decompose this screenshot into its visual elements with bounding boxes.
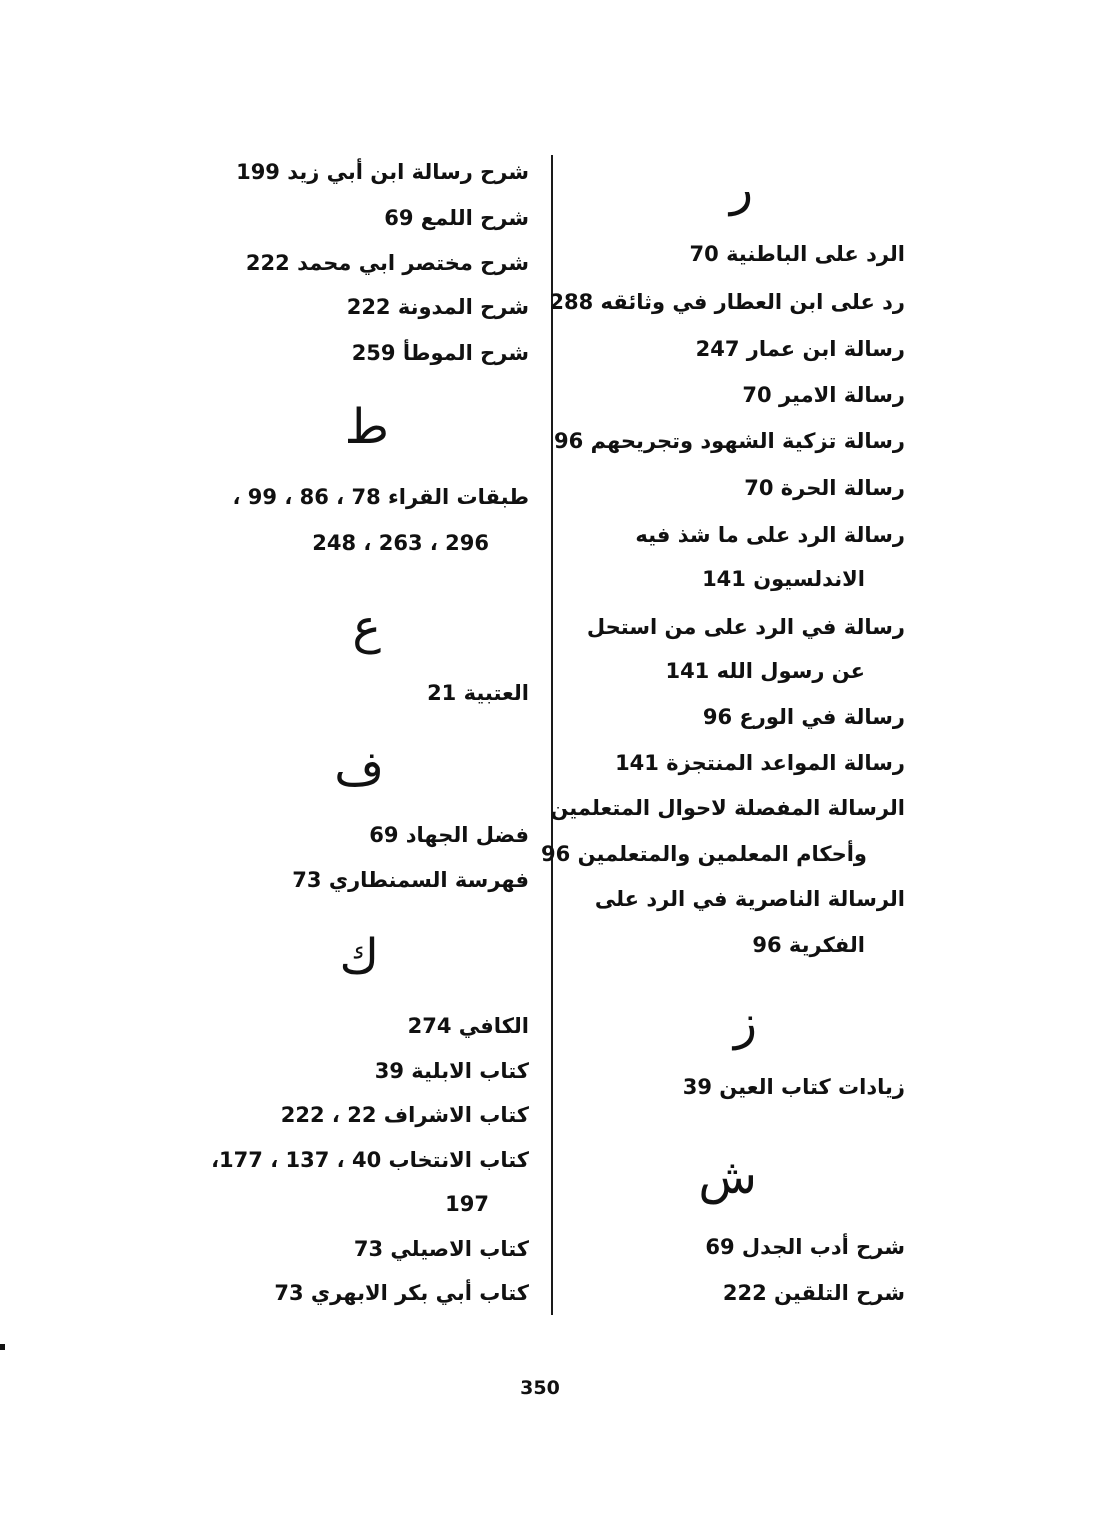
index-entry: رسالة تزكية الشهود وتجريحهم 96 bbox=[554, 429, 905, 453]
index-entry: رسالة الرد على ما شذ فيه bbox=[635, 523, 905, 547]
index-entry: الرسالة المفصلة لاحوال المتعلمين bbox=[550, 796, 905, 820]
index-entry: طبقات القراء 78 ، 86 ، 99 ، bbox=[232, 485, 529, 509]
index-entry: كتاب الاشراف 22 ، 222 bbox=[280, 1103, 529, 1127]
index-entry: العتبية 21 bbox=[427, 681, 529, 705]
page-number: 350 bbox=[520, 1377, 560, 1399]
scan-speck bbox=[0, 1344, 5, 1350]
index-entry: شرح المدونة 222 bbox=[346, 295, 529, 319]
section-letter-ta: ط bbox=[344, 399, 389, 455]
index-entry: كتاب الانتخاب 40 ، 137 ، 177، bbox=[211, 1148, 529, 1172]
index-entry: شرح أدب الجدل 69 bbox=[705, 1235, 905, 1259]
index-entry: رسالة المواعد المنتجزة 141 bbox=[615, 751, 905, 775]
index-entry: رد على ابن العطار في وثائقه 288 bbox=[549, 290, 905, 314]
index-entry: كتاب أبي بكر الابهري 73 bbox=[274, 1281, 529, 1305]
column-divider bbox=[551, 155, 553, 1315]
index-entry: رسالة في الرد على من استحل bbox=[586, 615, 905, 639]
section-letter-zay: ز bbox=[733, 995, 757, 1051]
index-entry: شرح مختصر ابي محمد 222 bbox=[245, 251, 529, 275]
index-entry: شرح اللمع 69 bbox=[384, 206, 529, 230]
index-entry-continuation: 248 ، 263 ، 296 bbox=[312, 531, 489, 555]
section-letter-ra: ر bbox=[729, 161, 753, 217]
index-entry: كتاب الاصيلي 73 bbox=[353, 1237, 529, 1261]
index-entry: رسالة في الورع 96 bbox=[702, 705, 905, 729]
section-letter-shin: ش bbox=[698, 1149, 757, 1205]
index-entry: رسالة الامير 70 bbox=[742, 383, 905, 407]
index-entry: شرح رسالة ابن أبي زيد 199 bbox=[236, 160, 529, 184]
section-letter-fa: ف bbox=[334, 741, 384, 797]
section-letter-kaf: ك bbox=[339, 929, 379, 985]
index-entry: الرد على الباطنية 70 bbox=[689, 242, 905, 266]
index-entry-continuation: الفكرية 96 bbox=[752, 933, 865, 957]
index-entry: رسالة ابن عمار 247 bbox=[695, 337, 905, 361]
index-entry-continuation: عن رسول الله 141 bbox=[665, 659, 865, 683]
index-entry: كتاب الابلية 39 bbox=[374, 1059, 529, 1083]
index-entry: شرح الموطأ 259 bbox=[351, 341, 529, 365]
index-entry: زيادات كتاب العين 39 bbox=[682, 1075, 905, 1099]
index-entry: شرح التلقين 222 bbox=[722, 1281, 905, 1305]
index-entry-continuation: وأحكام المعلمين والمتعلمين 96 bbox=[541, 842, 867, 866]
index-entry: فضل الجهاد 69 bbox=[369, 823, 529, 847]
index-entry: رسالة الحرة 70 bbox=[744, 476, 905, 500]
index-entry: الكافي 274 bbox=[407, 1014, 529, 1038]
index-entry-continuation: الاندلسيون 141 bbox=[702, 567, 865, 591]
index-entry-continuation: 197 bbox=[445, 1192, 489, 1216]
index-entry: الرسالة الناصرية في الرد على bbox=[594, 887, 905, 911]
index-entry: فهرسة السمنطاري 73 bbox=[292, 868, 529, 892]
section-letter-ayn: ع bbox=[352, 599, 381, 655]
